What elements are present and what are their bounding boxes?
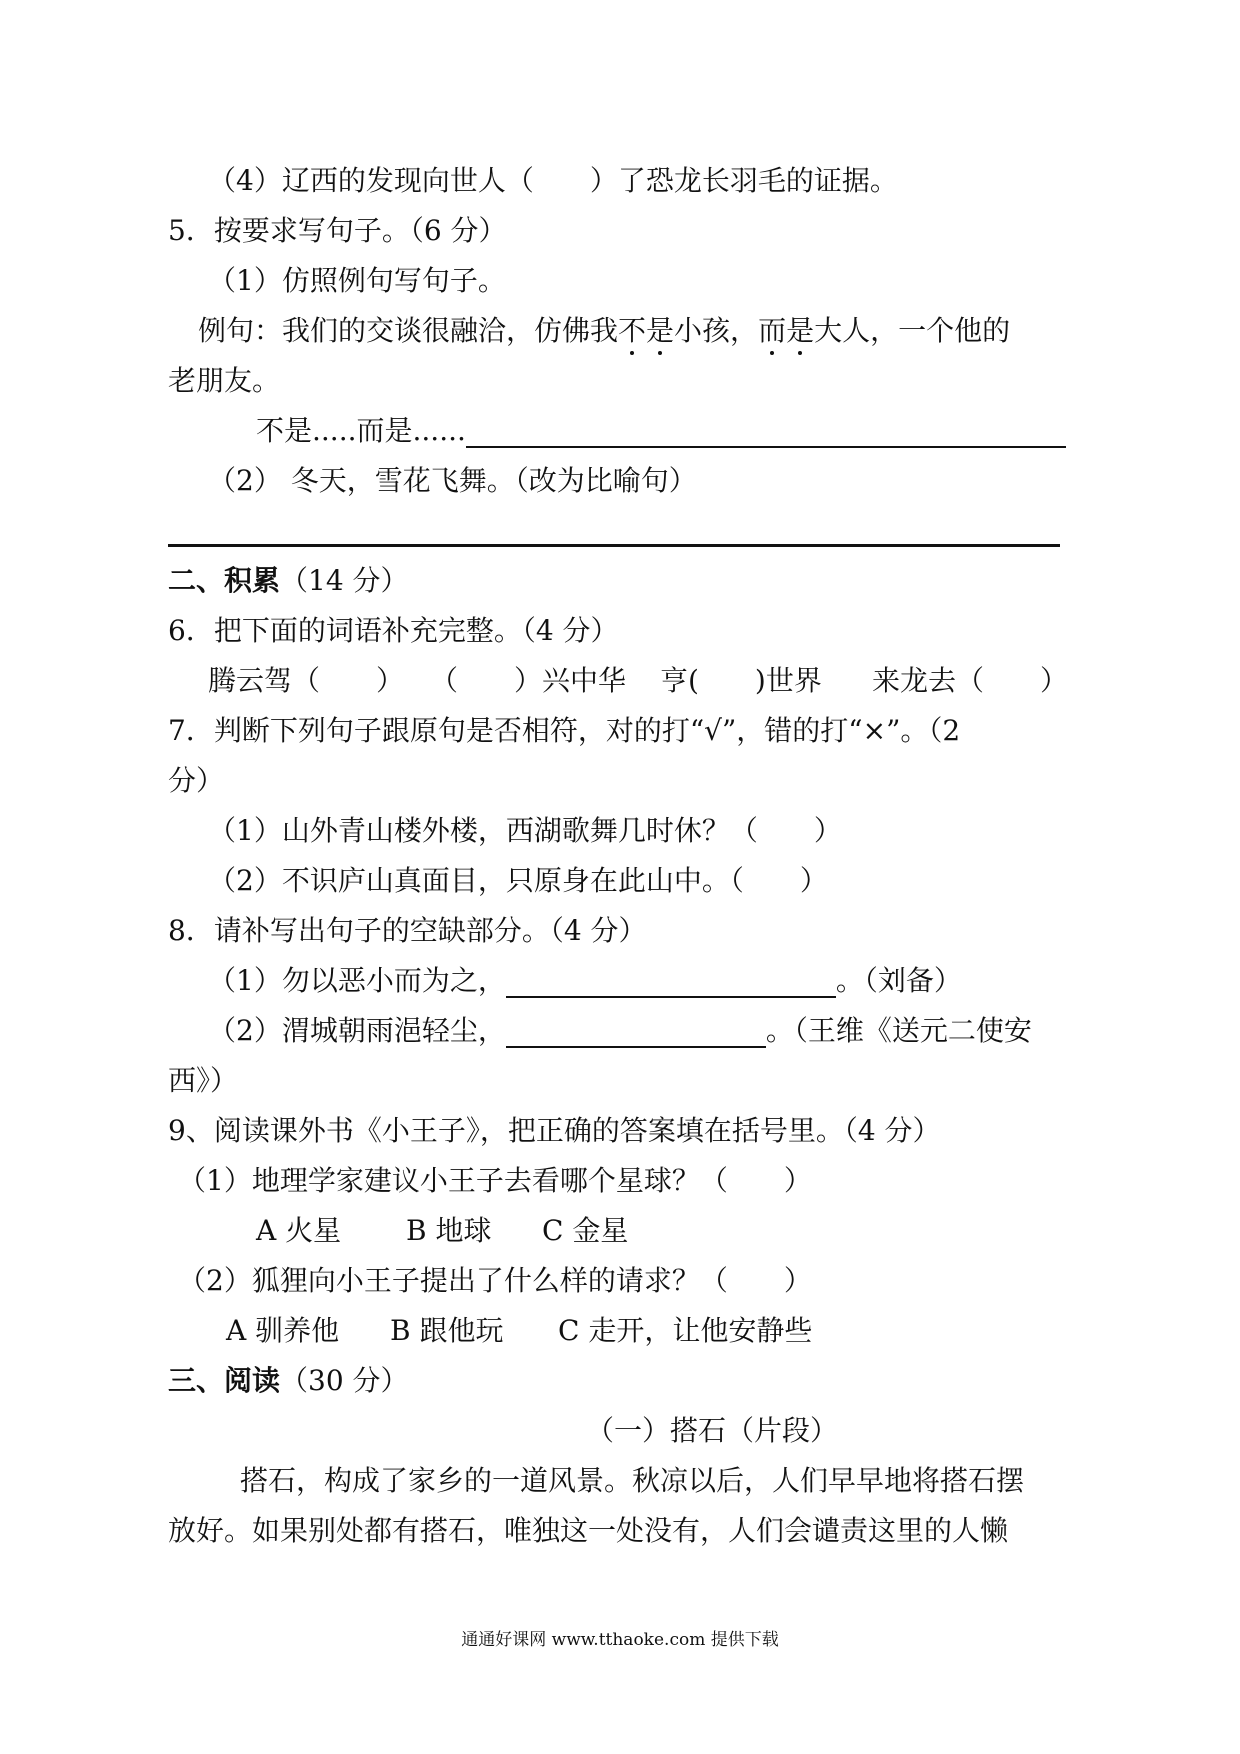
q4-item-4: （4）辽西的发现向世人（ ）了恐龙长羽毛的证据。 — [208, 164, 898, 197]
answer-line[interactable] — [168, 544, 1060, 547]
q5-part-2: （2） 冬天，雪花飞舞。（改为比喻句） — [208, 464, 697, 497]
q5-part-1: （1）仿照例句写句子。 — [208, 264, 506, 297]
answer-blank[interactable] — [466, 418, 1066, 448]
example-text-c: 大人，一个他的 — [814, 314, 1011, 347]
q8-item-2 — [208, 1014, 1032, 1048]
q7-item-1: （1）山外青山楼外楼，西湖歌舞几时休？（ ） — [208, 814, 842, 847]
section-3-heading — [168, 1364, 409, 1398]
q8-item-2-continued: 西》） — [168, 1064, 239, 1097]
example-text-b: 小孩， — [674, 314, 759, 347]
section-title: 三、阅读 — [168, 1364, 281, 1397]
q9-option: C 金星 — [542, 1214, 629, 1247]
q5-title: 5．按要求写句子。（6 分） — [168, 214, 507, 247]
q8-item-1 — [208, 964, 962, 998]
page-footer: 通通好课网 www.tthaoke.com 提供下载 — [461, 1630, 779, 1650]
q6-item: 腾云驾（ ） — [208, 664, 405, 697]
q7-title-continued: 分） — [168, 764, 225, 797]
q8-item-1-prefix: （1）勿以恶小而为之， — [208, 964, 506, 997]
reading-paragraph-line: 搭石，构成了家乡的一道风景。秋凉以后，人们早早地将搭石摆 — [240, 1464, 1025, 1497]
q9-option: C 走开，让他安静些 — [558, 1314, 813, 1347]
q9-option: B 跟他玩 — [390, 1314, 504, 1347]
q5-pattern-line — [256, 414, 1066, 448]
q9-option: B 地球 — [406, 1214, 492, 1247]
q8-item-1-suffix: 。（刘备） — [835, 964, 962, 997]
section-title: 二、积累 — [168, 564, 281, 597]
section-2-heading — [168, 564, 409, 598]
emphasis-dot-char: 是 — [646, 314, 675, 347]
q7-item-2: （2）不识庐山真面目，只原身在此山中。（ ） — [208, 864, 828, 897]
q9-item-1: （1）地理学家建议小王子去看哪个星球？（ ） — [178, 1164, 812, 1197]
section-score: （14 分） — [280, 564, 409, 597]
emphasis-dot-char: 不 — [618, 314, 647, 347]
q9-item-2: （2）狐狸向小王子提出了什么样的请求？（ ） — [178, 1264, 812, 1297]
q6-item: 亨( )世界 — [660, 664, 822, 697]
q8-item-2-prefix: （2）渭城朝雨浥轻尘， — [208, 1014, 506, 1047]
q9-option: A 驯养他 — [226, 1314, 340, 1347]
q8-item-2-suffix: 。（王维《送元二使安 — [765, 1014, 1032, 1047]
q5-example-continued: 老朋友。 — [168, 364, 281, 397]
q6-item: （ ）兴中华 — [430, 664, 627, 697]
example-text-a: 例句：我们的交谈很融洽，仿佛我 — [198, 314, 619, 347]
q6-title: 6．把下面的词语补充完整。（4 分） — [168, 614, 619, 647]
q8-title: 8．请补写出句子的空缺部分。（4 分） — [168, 914, 647, 947]
q7-title: 7．判断下列句子跟原句是否相符，对的打“√”，错的打“×”。（2 — [168, 714, 961, 747]
section-score: （30 分） — [280, 1364, 409, 1397]
q9-title: 9、阅读课外书《小王子》，把正确的答案填在括号里。（4 分） — [168, 1114, 941, 1147]
reading-heading: （一）搭石（片段） — [586, 1414, 839, 1447]
reading-paragraph-line: 放好。如果别处都有搭石，唯独这一处没有，人们会谴责这里的人懒 — [168, 1514, 1009, 1547]
q5-example — [198, 314, 1010, 348]
answer-blank[interactable] — [506, 1018, 766, 1048]
emphasis-dot-char: 是 — [786, 314, 815, 347]
answer-blank[interactable] — [506, 968, 836, 998]
emphasis-dot-char: 而 — [758, 314, 787, 347]
pattern-text: 不是.....而是...... — [256, 414, 466, 447]
q9-option: A 火星 — [256, 1214, 342, 1247]
q6-item: 来龙去（ ） — [872, 664, 1069, 697]
